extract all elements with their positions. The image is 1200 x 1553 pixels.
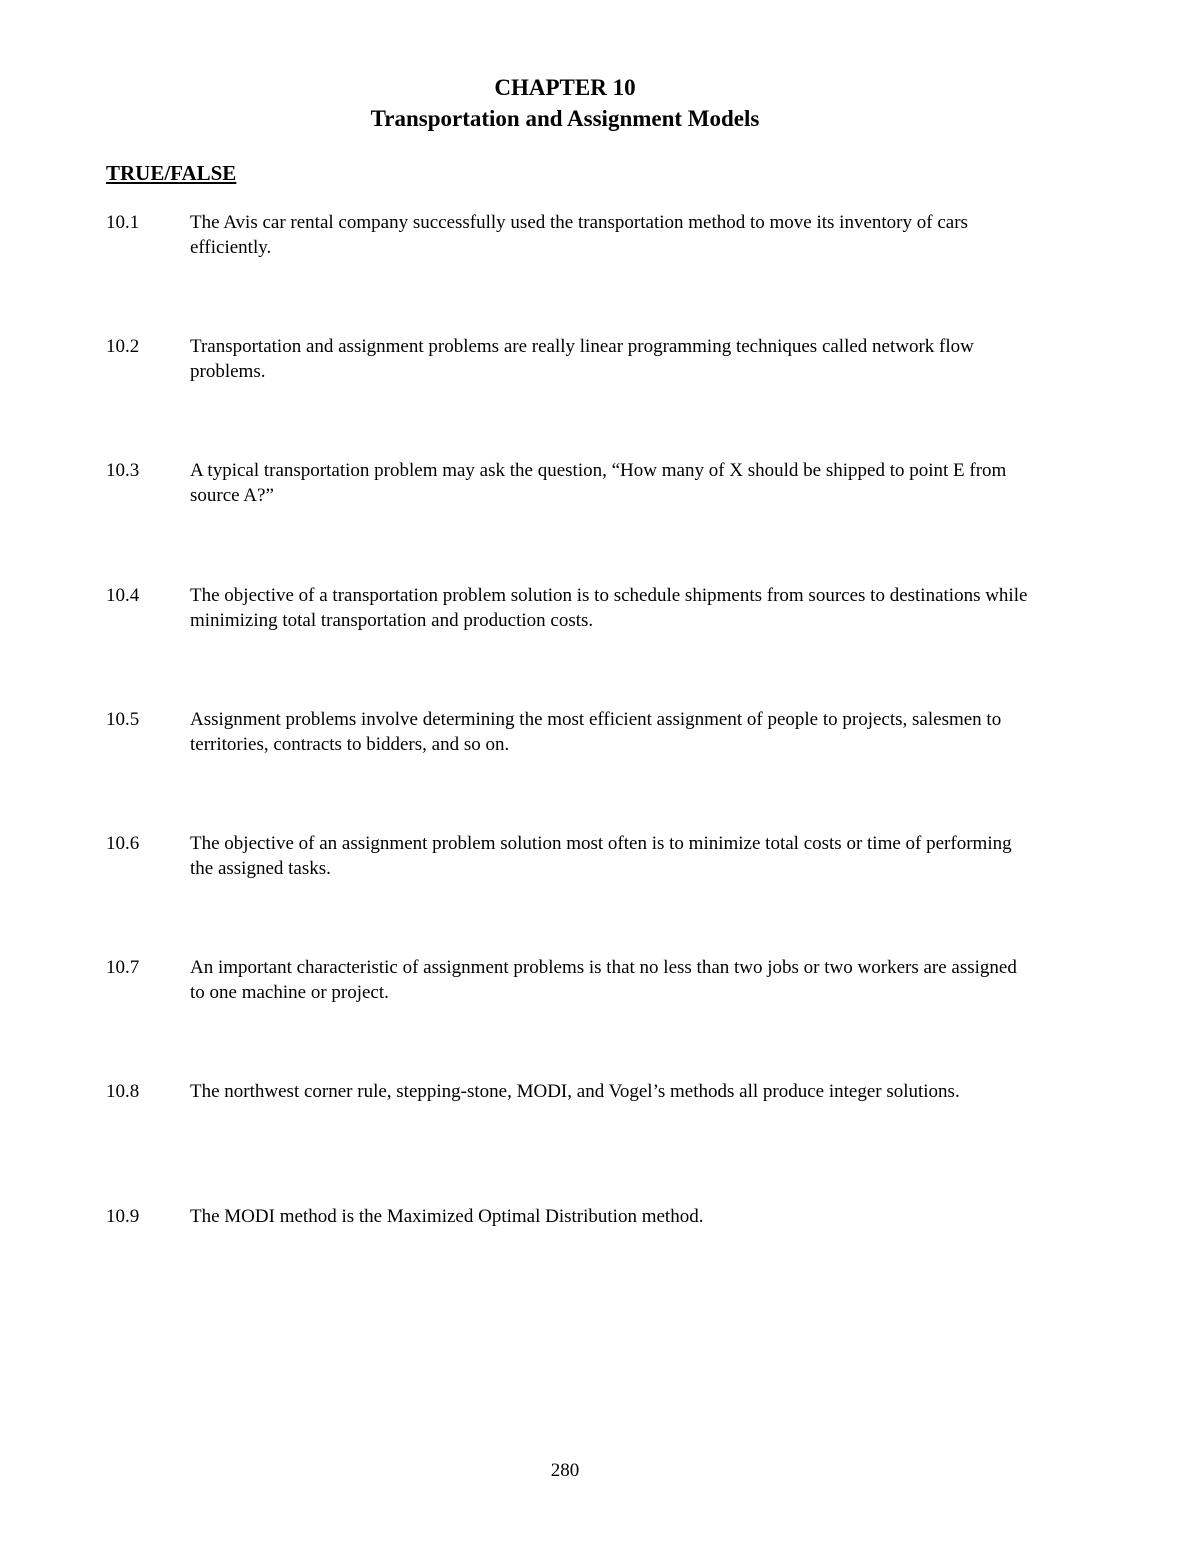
question-text: The objective of a transportation problem solution is to schedule shipments from sources to destinations while minimizing total transportation and production costs. <box>190 584 1028 631</box>
question-text: The objective of an assignment problem solution most often is to minimize total costs or time of performing the assigned tasks. <box>190 832 1012 879</box>
question-number: 10.2 <box>106 336 140 358</box>
question-number: 10.3 <box>106 460 140 482</box>
question-item <box>106 583 1036 707</box>
question-number: 10.8 <box>106 1081 140 1103</box>
question-text: A typical transportation problem may ask the question, “How many of X should be shipped to point E from source A?” <box>190 460 1007 507</box>
question-item <box>106 458 1036 582</box>
question-item <box>106 955 1036 1079</box>
question-text: An important characteristic of assignment problems is that no less than two jobs or two workers are assigned to one machine or project. <box>190 957 1017 1004</box>
question-text: The MODI method is the Maximized Optimal Distribution method. <box>190 1205 704 1227</box>
question-item <box>106 1204 1036 1328</box>
question-item <box>106 334 1036 458</box>
question-list <box>106 210 1036 1328</box>
question-text: The northwest corner rule, stepping-stone, MODI, and Vogel’s methods all produce integer solutions. <box>190 1081 960 1103</box>
section-heading: TRUE/FALSE <box>106 161 237 185</box>
question-number: 10.7 <box>106 957 140 979</box>
question-item <box>106 1079 1036 1203</box>
question-number: 10.6 <box>106 832 140 854</box>
question-text: Transportation and assignment problems are really linear programming techniques called network flow problems. <box>190 336 974 383</box>
page-number: 280 <box>550 1460 580 1481</box>
question-text: The Avis car rental company successfully used the transportation method to move its inventory of cars efficiently. <box>190 212 968 258</box>
question-text: Assignment problems involve determining the most efficient assignment of people to projects, salesmen to territories, contracts to bidders, and so on. <box>190 708 1002 755</box>
question-item <box>106 707 1036 831</box>
chapter-number: CHAPTER 10 <box>494 75 636 100</box>
question-number: 10.1 <box>106 212 140 233</box>
question-item <box>106 831 1036 955</box>
chapter-title: Transportation and Assignment Models <box>370 106 760 131</box>
question-number: 10.5 <box>106 708 140 730</box>
question-number: 10.4 <box>106 584 140 606</box>
question-number: 10.9 <box>106 1205 140 1227</box>
question-item <box>106 210 1036 334</box>
